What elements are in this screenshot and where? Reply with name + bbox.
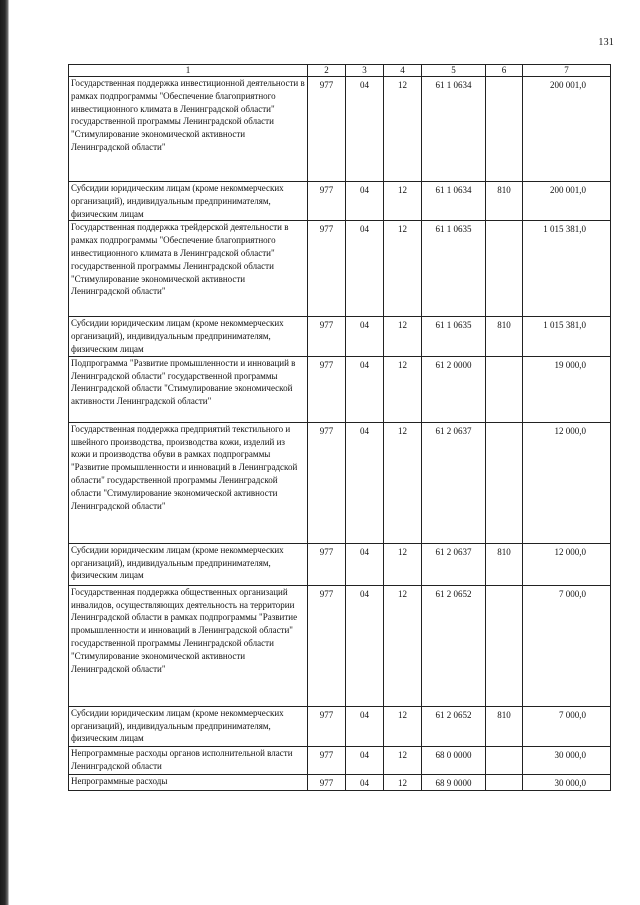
row-code-target: 61 1 0635: [422, 221, 486, 317]
row-code-section: 04: [346, 543, 384, 585]
row-amount: 1 015 381,0: [523, 221, 611, 317]
row-code-target: 61 2 0637: [422, 422, 486, 543]
row-code-expense-type: [486, 746, 523, 774]
row-code-subsection: 12: [384, 746, 422, 774]
row-code-section: 04: [346, 746, 384, 774]
row-description: Субсидии юридическим лицам (кроме некоммерческих организаций), индивидуальным предпринимателям, физическим лицам: [69, 317, 308, 356]
row-description: Субсидии юридическим лицам (кроме некоммерческих организаций), индивидуальным предпринимателям, физическим лицам: [69, 543, 308, 585]
table-row: [69, 317, 611, 356]
column-header: 3: [346, 65, 384, 77]
row-code-subsection: 12: [384, 182, 422, 221]
row-description: Государственная поддержка общественных организаций инвалидов, осуществляющих деятельность на территории Ленинградской области в рамках подпрограммы "Развитие промышленности и инноваций в Ленинградской области" государственной программы Ленинградской области "Стимулирование экономической активности Ленинградской области": [69, 585, 308, 706]
row-code-section: 04: [346, 356, 384, 422]
table-row: [69, 77, 611, 182]
row-description: Непрограммные расходы: [69, 774, 308, 790]
row-description: Подпрограмма "Развитие промышленности и инноваций в Ленинградской области" государственной программы Ленинградской области "Стимулирование экономической активности Ленинградской области": [69, 356, 308, 422]
table-row: [69, 774, 611, 790]
row-description: Государственная поддержка предприятий текстильного и швейного производства, производства кожи, изделий из кожи и производства обуви в рамках подпрограммы "Развитие промышленности и инноваций в Ленинградской области" государственной программы Ленинградской области "Стимулирование экономической активности Ленинградской области": [69, 422, 308, 543]
row-code-expense-type: [486, 77, 523, 182]
row-amount: 30 000,0: [523, 746, 611, 774]
row-code-subsection: 12: [384, 585, 422, 706]
row-amount: 1 015 381,0: [523, 317, 611, 356]
row-code-subsection: 12: [384, 706, 422, 746]
table-row: [69, 585, 611, 706]
column-header: 1: [69, 65, 308, 77]
table-row: [69, 706, 611, 746]
row-description: Субсидии юридическим лицам (кроме некоммерческих организаций), индивидуальным предпринимателям, физическим лицам: [69, 706, 308, 746]
row-code-ministry: 977: [308, 543, 346, 585]
table-row: [69, 221, 611, 317]
row-description: Субсидии юридическим лицам (кроме некоммерческих организаций), индивидуальным предпринимателям, физическим лицам: [69, 182, 308, 221]
row-description: Непрограммные расходы органов исполнительной власти Ленинградской области: [69, 746, 308, 774]
table-row: [69, 356, 611, 422]
page-number: 131: [598, 37, 614, 48]
row-amount: 30 000,0: [523, 774, 611, 790]
row-code-target: 61 2 0637: [422, 543, 486, 585]
row-code-expense-type: 810: [486, 706, 523, 746]
budget-table: [68, 64, 611, 791]
row-code-ministry: 977: [308, 182, 346, 221]
row-amount: 12 000,0: [523, 422, 611, 543]
row-code-expense-type: [486, 585, 523, 706]
table-row: [69, 543, 611, 585]
row-code-target: 61 2 0652: [422, 706, 486, 746]
row-description: Государственная поддержка инвестиционной деятельности в рамках подпрограммы "Обеспечение благоприятного инвестиционного климата в Ленинградской области" государственной программы Ленинградской области "Стимулирование экономической активности Ленинградской области": [69, 77, 308, 182]
table-row: [69, 422, 611, 543]
row-code-expense-type: 810: [486, 182, 523, 221]
row-code-subsection: 12: [384, 356, 422, 422]
row-code-ministry: 977: [308, 221, 346, 317]
table-row: [69, 746, 611, 774]
row-code-subsection: 12: [384, 774, 422, 790]
column-header: 7: [523, 65, 611, 77]
column-header: 4: [384, 65, 422, 77]
table-header-row: [69, 65, 611, 77]
row-code-subsection: 12: [384, 543, 422, 585]
row-code-subsection: 12: [384, 317, 422, 356]
row-code-section: 04: [346, 317, 384, 356]
row-code-ministry: 977: [308, 585, 346, 706]
column-header: 5: [422, 65, 486, 77]
row-code-target: 68 0 0000: [422, 746, 486, 774]
row-amount: 200 001,0: [523, 77, 611, 182]
row-code-expense-type: 810: [486, 317, 523, 356]
row-code-target: 68 9 0000: [422, 774, 486, 790]
row-code-ministry: 977: [308, 774, 346, 790]
row-code-target: 61 1 0634: [422, 77, 486, 182]
row-description: Государственная поддержка трейдерской деятельности в рамках подпрограммы "Обеспечение благоприятного инвестиционного климата в Ленинградской области" государственной программы Ленинградской области "Стимулирование экономической активности Ленинградской области": [69, 221, 308, 317]
row-code-section: 04: [346, 221, 384, 317]
row-amount: 7 000,0: [523, 585, 611, 706]
table-row: [69, 182, 611, 221]
row-code-section: 04: [346, 774, 384, 790]
row-code-ministry: 977: [308, 422, 346, 543]
row-code-target: 61 2 0652: [422, 585, 486, 706]
row-code-ministry: 977: [308, 746, 346, 774]
row-code-ministry: 977: [308, 317, 346, 356]
row-code-ministry: 977: [308, 356, 346, 422]
row-code-section: 04: [346, 422, 384, 543]
row-code-subsection: 12: [384, 422, 422, 543]
scan-edge: [0, 0, 9, 905]
row-amount: 200 001,0: [523, 182, 611, 221]
row-amount: 7 000,0: [523, 706, 611, 746]
row-code-subsection: 12: [384, 221, 422, 317]
column-header: 6: [486, 65, 523, 77]
row-code-section: 04: [346, 182, 384, 221]
row-code-expense-type: [486, 422, 523, 543]
row-code-ministry: 977: [308, 706, 346, 746]
row-code-expense-type: [486, 774, 523, 790]
column-header: 2: [308, 65, 346, 77]
row-code-expense-type: [486, 221, 523, 317]
row-code-target: 61 1 0634: [422, 182, 486, 221]
row-code-target: 61 2 0000: [422, 356, 486, 422]
row-code-expense-type: 810: [486, 543, 523, 585]
row-code-target: 61 1 0635: [422, 317, 486, 356]
row-code-expense-type: [486, 356, 523, 422]
row-amount: 19 000,0: [523, 356, 611, 422]
row-code-section: 04: [346, 585, 384, 706]
row-code-subsection: 12: [384, 77, 422, 182]
row-code-section: 04: [346, 706, 384, 746]
row-code-ministry: 977: [308, 77, 346, 182]
row-code-section: 04: [346, 77, 384, 182]
row-amount: 12 000,0: [523, 543, 611, 585]
